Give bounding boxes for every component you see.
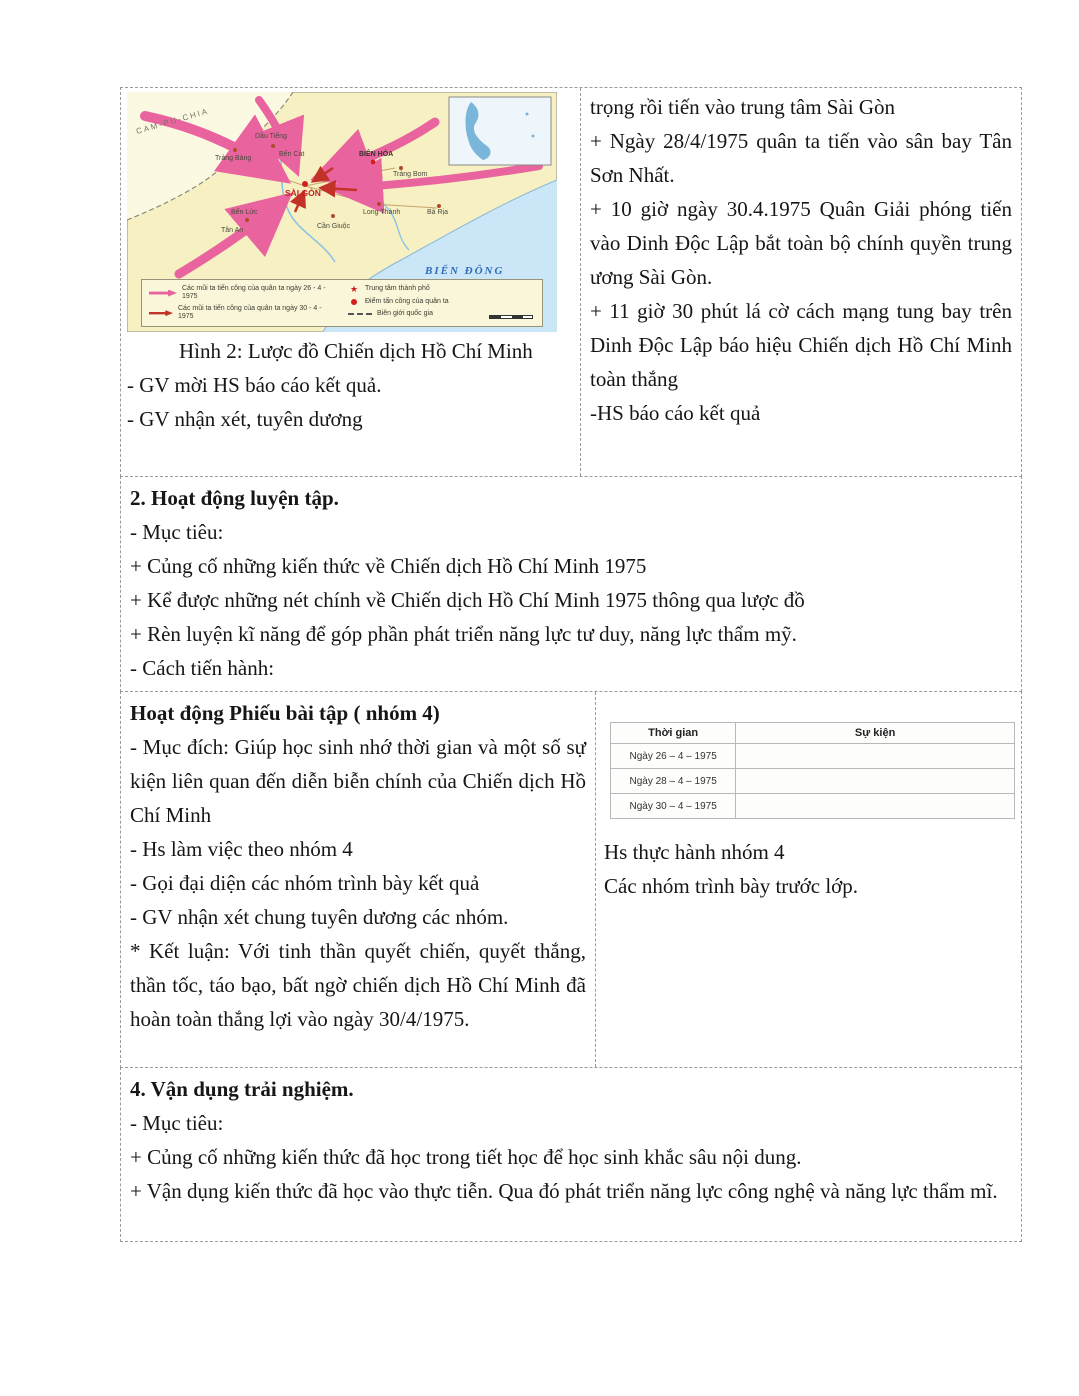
map-legend — [141, 279, 543, 327]
narrative-line: -HS báo cáo kết quả — [590, 401, 761, 425]
map-label-tanan: Tân An — [221, 227, 244, 234]
city-dot — [399, 166, 403, 170]
national-border-icon — [348, 313, 372, 315]
narrative-line: + 11 giờ 30 phút lá cờ cách mạng tung bay trên Dinh Độc Lập báo hiệu Chiến dịch Hồ Chí Minh toàn thắng — [590, 299, 1012, 391]
legend-item — [149, 305, 336, 321]
map-label-longthanh: Long Thành — [363, 209, 401, 216]
section-title: 2. Hoạt động luyện tập. — [130, 486, 339, 510]
map-label-biendong: BIỂN ĐÔNG — [425, 265, 505, 277]
city-dot — [331, 214, 335, 218]
map-label-trangbang: Trảng Bàng — [215, 155, 252, 162]
cell-campaign-narrative — [581, 88, 1021, 476]
map-label-benluc: Bến Lức — [231, 209, 258, 216]
section-line: + Kể được những nét chính về Chiến dịch Hồ Chí Minh 1975 thông qua lược đồ — [130, 588, 805, 612]
narrative-line: + 10 giờ ngày 30.4.1975 Quân Giải phóng tiến vào Dinh Độc Lập bắt toàn bộ chính quyền trung ương Sài Gòn. — [590, 197, 1012, 289]
city-dot — [245, 218, 249, 222]
section-line: + Củng cố những kiến thức đã học trong tiết học để học sinh khắc sâu nội dung. — [130, 1145, 802, 1169]
section-line: + Vận dụng kiến thức đã học vào thực tiễn. Qua đó phát triển năng lực công nghệ và năng lực thẩm mĩ. — [130, 1179, 998, 1203]
city-dot — [271, 144, 275, 148]
section-line: + Rèn luyện kĩ năng để góp phần phát triển năng lực tư duy, năng lực thẩm mỹ. — [130, 622, 797, 646]
activity-line: - GV nhận xét chung tuyên dương các nhóm. — [130, 905, 509, 929]
legend-label: Biên giới quốc gia — [377, 310, 433, 318]
legend-item — [348, 285, 535, 294]
cell-map-activity — [121, 88, 581, 476]
worksheet-event-cell — [736, 769, 1015, 794]
worksheet-header-time: Thời gian — [611, 723, 736, 744]
map-label-trangbom: Trảng Bom — [393, 171, 428, 178]
map-label-saigon: SÀI GÒN — [285, 188, 321, 198]
legend-item — [149, 285, 336, 301]
worksheet-table — [610, 722, 1015, 819]
activity-conclusion: * Kết luận: Với tinh thần quyết chiến, quyết thắng, thần tốc, táo bạo, bất ngờ chiến dịch Hồ Chí Minh đã hoàn toàn thắng lợi vào ngày 30/4/1975. — [130, 939, 586, 1031]
activity-line: - Gọi đại diện các nhóm trình bày kết quả — [130, 871, 480, 895]
inset-vietnam-map — [449, 97, 551, 165]
student-activity-line: Các nhóm trình bày trước lớp. — [604, 874, 859, 898]
legend-label: Điểm tấn công của quân ta — [365, 298, 449, 305]
teacher-note-line: - GV nhận xét, tuyên dương — [127, 407, 363, 431]
lesson-plan-table — [120, 88, 1022, 1242]
figure-caption: Hình 2: Lược đồ Chiến dịch Hồ Chí Minh — [179, 339, 533, 363]
worksheet-row — [611, 744, 1015, 769]
city-dot — [437, 204, 441, 208]
worksheet-time-cell: Ngày 30 – 4 – 1975 — [611, 794, 736, 819]
row-van-dung — [120, 1067, 1022, 1242]
map-label-bienhoa: BIÊN HÒA — [359, 151, 394, 158]
section-line: - Cách tiến hành: — [130, 656, 275, 680]
worksheet-header-event: Sự kiện — [736, 723, 1015, 744]
legend-label: Các mũi ta tiến công của quân ta ngày 30 - 4 - 1975 — [178, 305, 322, 321]
narrative-line: trọng rồi tiến vào trung tâm Sài Gòn — [590, 95, 896, 119]
pink-arrow-icon — [149, 290, 177, 297]
section-line: - Mục tiêu: — [130, 1111, 224, 1135]
map-label-baria: Bà Rịa — [427, 209, 449, 216]
row-map-activity — [120, 87, 1022, 477]
section-line: - Mục tiêu: — [130, 520, 224, 544]
section-line: + Củng cố những kiến thức về Chiến dịch Hồ Chí Minh 1975 — [130, 554, 647, 578]
cell-luyen-tap — [121, 477, 1021, 691]
worksheet-row — [611, 794, 1015, 819]
map-label-bencat: Bến Cát — [279, 151, 305, 158]
narrative-line: + Ngày 28/4/1975 quân ta tiến vào sân bay Tân Sơn Nhất. — [590, 129, 1012, 187]
row-phieu-bai-tap — [120, 691, 1022, 1068]
attack-point-icon — [351, 299, 357, 305]
activity-line: - Mục đích: Giúp học sinh nhớ thời gian và một số sự kiện liên quan đến diễn biễn chính của Chiến dịch Hồ Chí Minh — [130, 735, 586, 827]
worksheet-event-cell — [736, 794, 1015, 819]
student-activity-line: Hs thực hành nhóm 4 — [604, 840, 785, 864]
worksheet-time-cell: Ngày 28 – 4 – 1975 — [611, 769, 736, 794]
row-luyen-tap — [120, 476, 1022, 692]
city-dot — [377, 202, 381, 206]
map-label-cangiuoc: Cần Giuộc — [317, 223, 351, 230]
cell-phieu-bai-tap-left — [121, 692, 596, 1067]
city-dot — [233, 148, 237, 152]
cell-van-dung — [121, 1068, 1021, 1214]
map-label-dautieng: Dầu Tiếng — [255, 133, 287, 140]
teacher-note-line: - GV mời HS báo cáo kết quả. — [127, 373, 382, 397]
city-dot-bienhoa — [371, 160, 376, 165]
legend-label: Trung tâm thành phố — [365, 285, 430, 293]
worksheet-time-cell: Ngày 26 – 4 – 1975 — [611, 744, 736, 769]
section-title: 4. Vận dụng trải nghiệm. — [130, 1077, 354, 1101]
activity-line: - Hs làm việc theo nhóm 4 — [130, 837, 353, 861]
scale-bar — [489, 315, 533, 319]
worksheet-event-cell — [736, 744, 1015, 769]
cell-phieu-bai-tap-right — [596, 692, 1023, 1067]
worksheet-row — [611, 769, 1015, 794]
hcm-campaign-map-figure — [127, 92, 557, 332]
city-center-icon: ★ — [349, 284, 359, 294]
red-arrow-icon — [149, 310, 173, 316]
legend-item — [348, 298, 535, 306]
legend-label: Các mũi ta tiến công của quân ta ngày 26 - 4 - 1975 — [182, 285, 326, 301]
map-label-campuchia: CAM-PU-CHIA — [135, 106, 210, 136]
city-dot-saigon — [302, 181, 308, 187]
activity-title: Hoạt động Phiếu bài tập ( nhóm 4) — [130, 701, 440, 725]
legend-column-arrows — [149, 285, 336, 321]
